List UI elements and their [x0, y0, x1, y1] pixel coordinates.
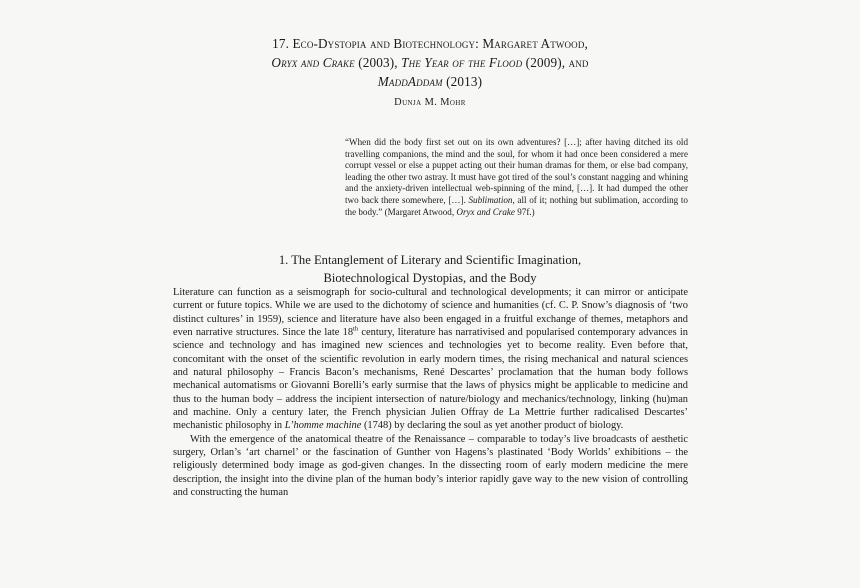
- epigraph-text-before: “When did the body first set out on its own adventures? […]; after having ditched its old travelling companions, the mind and the soul, for whom it had once been considered a mere corrupt vessel or else a puppet acting out their human dramas for them, or else bad company, leading the other two astray. It must have got tired of the soul’s constant nagging and whining and the anxiety-driven intellectual web-spinning of the mind, […]. It had dumped the other two back there somewhere, […].: [345, 137, 688, 205]
- section-heading-line-1: 1. The Entanglement of Literary and Scientific Imagination,: [278, 253, 582, 267]
- chapter-title-work-2: The Year of the Flood: [401, 55, 523, 70]
- epigraph-quote: [345, 137, 688, 218]
- author-name: Dunja M. Mohr: [394, 97, 466, 108]
- chapter-title: [173, 34, 687, 91]
- section-heading: [173, 252, 687, 287]
- paragraph-1-italic-title: L’homme machine: [284, 420, 362, 432]
- paragraph-1-part-b: century, literature has narrativised and popularised contemporary advances in science and technology and has imagined new sciences and technologies yet to become reality. Even before that, concomitant with the onset of the scientific revolution in early modern times, the rising mechanical and natural sciences and natural philosophy – Francis Bacon’s mechanisms, René Descartes’ proclamation that the human body follows mechanical automatisms or Giovanni Borelli’s early surmise that the laws of physics might be applicable to medicine and thus to the human body – address the incipient intersection of nature/biology and mechanics/technology, linking (hu)man and machine. Only a century later, the French physician Julien Offray de La Mettrie further radicalised Descartes’ mechanistic philosophy in: [173, 327, 688, 432]
- paragraph-1-part-a: Literature can function as a seismograph for socio-cultural and technological developments; it can mirror or anticipate current or future topics. While we are used to the dichotomy of science and humanities (cf. C. P. Snow’s diagnosis of ‘two distinct cultures’ in 1959), science and literature have also been engaged in a fruitful exchange of themes, metaphors and even narrative structures. Since the late 18: [173, 287, 688, 339]
- paragraph-1-part-c: (1748) by declaring the soul as yet another product of biology.: [361, 420, 624, 432]
- chapter-title-block: [173, 34, 687, 91]
- chapter-title-line-2: [173, 53, 687, 72]
- paragraph-1: [173, 286, 688, 433]
- paragraph-2: With the emergence of the anatomical theatre of the Renaissance – comparable to today’s live broadcasts of aesthetic surgery, Orlan’s ‘art charnel’ or the fascination of Gunther von Hagens’s plastinated ‘Body Worlds’ exhibitions – the religiously determined body image as god-given changes. In the dissecting room of early modern medicine the mere description, the insight into the divine plan of the human body’s interior rapidly gave way to the new vision of controlling and constructing the human: [173, 433, 688, 499]
- ordinal-superscript: th: [353, 325, 359, 333]
- section-heading-line-2: Biotechnological Dystopias, and the Body: [323, 270, 537, 285]
- chapter-title-year-2: (2009), and: [522, 55, 589, 70]
- body-text: [173, 286, 688, 500]
- epigraph-italic-word: Sublimation: [468, 194, 513, 205]
- epigraph-text-after: , all of it; nothing but sublimation, according to the body.” (Margaret Atwood,: [345, 194, 688, 217]
- chapter-title-work-1: Oryx and Crake: [271, 55, 355, 70]
- epigraph-source-title: Oryx and Crake: [456, 206, 515, 217]
- chapter-title-line-3: [173, 72, 687, 91]
- chapter-title-year-3: (2013): [442, 74, 483, 89]
- chapter-title-line-1: 17. Eco-Dystopia and Biotechnology: Margaret Atwood,: [272, 36, 588, 51]
- chapter-title-work-3: MaddAddam: [377, 74, 443, 89]
- chapter-title-year-1: (2003),: [354, 55, 402, 70]
- epigraph-source-locator: 97f.): [514, 206, 535, 217]
